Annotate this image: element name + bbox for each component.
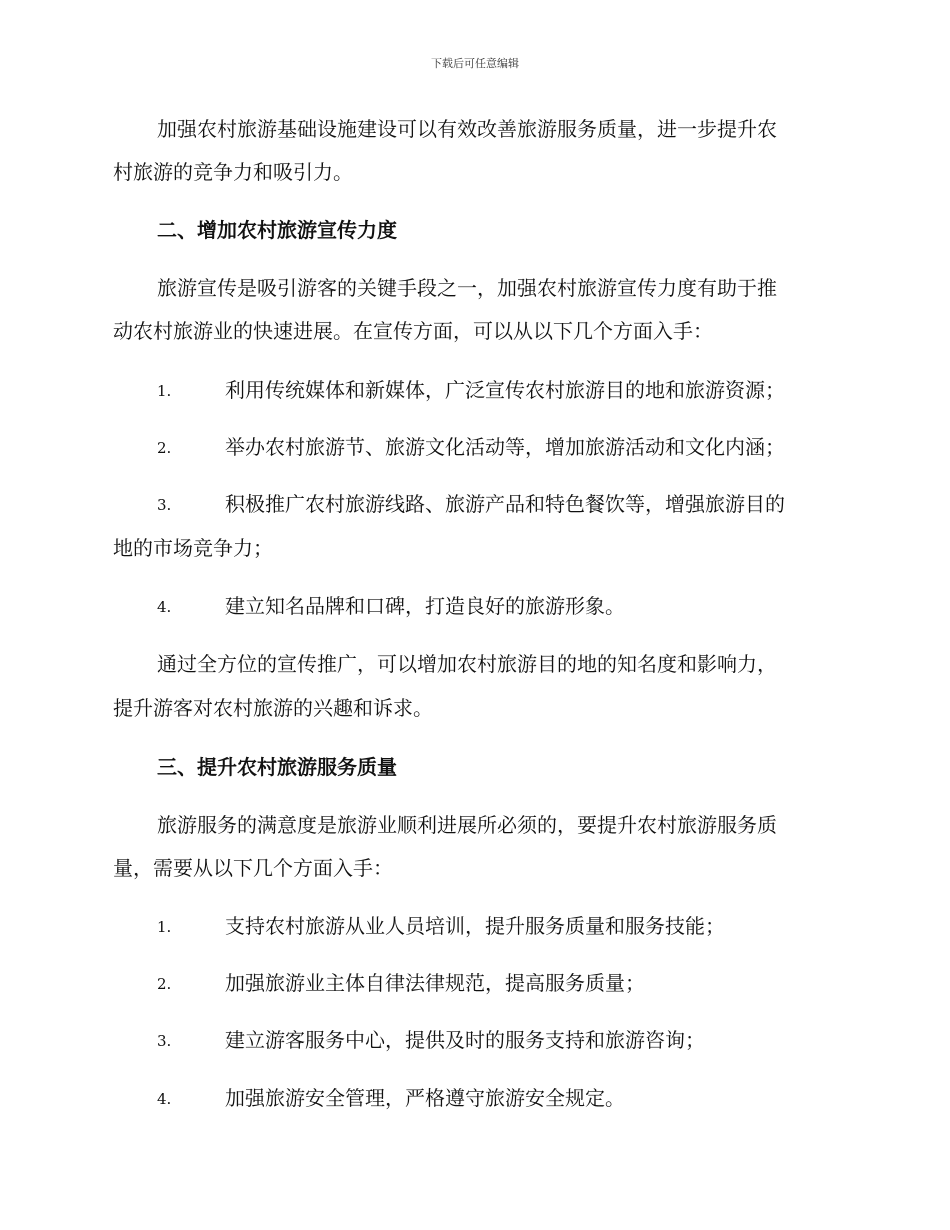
list-item-text: 利用传统媒体和新媒体，广泛宣传农村旅游目的地和旅游资源； — [225, 378, 785, 402]
section-3-para-line-1: 旅游服务的满意度是旅游业顺利进展所必须的，要提升农村旅游服务质 — [157, 813, 777, 837]
section-2-para-line-2: 动农村旅游业的快速进展。在宣传方面，可以从以下几个方面入手： — [113, 319, 713, 343]
list-item-text: 支持农村旅游从业人员培训，提升服务质量和服务技能； — [225, 914, 725, 938]
list-item-text-continued: 地的市场竞争力； — [113, 536, 273, 560]
section-2-closing-line-2: 提升游客对农村旅游的兴趣和诉求。 — [113, 696, 433, 720]
list-item-number: 3. — [157, 496, 172, 514]
list-item-number: 4. — [157, 1090, 172, 1108]
list-item-text: 积极推广农村旅游线路、旅游产品和特色餐饮等，增强旅游目的 — [225, 492, 785, 516]
section-2-para-line-1: 旅游宣传是吸引游客的关键手段之一，加强农村旅游宣传力度有助于推 — [157, 276, 777, 300]
list-item-number: 3. — [157, 1032, 172, 1050]
list-item-number: 4. — [157, 598, 172, 616]
list-item-text: 加强旅游业主体自律法律规范，提高服务质量； — [225, 971, 645, 995]
section-2-heading: 二、增加农村旅游宣传力度 — [157, 218, 397, 242]
section-3-para-line-2: 量，需要从以下几个方面入手： — [113, 856, 393, 880]
intro-line-1: 加强农村旅游基础设施建设可以有效改善旅游服务质量，进一步提升农 — [157, 117, 777, 141]
list-item-text: 建立游客服务中心，提供及时的服务支持和旅游咨询； — [225, 1028, 705, 1052]
list-item-number: 2. — [157, 439, 172, 457]
list-item-text: 举办农村旅游节、旅游文化活动等，增加旅游活动和文化内涵； — [225, 435, 785, 459]
section-2-closing-line-1: 通过全方位的宣传推广，可以增加农村旅游目的地的知名度和影响力， — [157, 652, 777, 676]
list-item-text: 建立知名品牌和口碑，打造良好的旅游形象。 — [225, 594, 625, 618]
section-3-heading: 三、提升农村旅游服务质量 — [157, 755, 397, 779]
list-item-number: 1. — [157, 382, 172, 400]
intro-line-2: 村旅游的竞争力和吸引力。 — [113, 160, 353, 184]
list-item-text: 加强旅游安全管理，严格遵守旅游安全规定。 — [225, 1086, 625, 1110]
list-item-number: 2. — [157, 975, 172, 993]
list-item-number: 1. — [157, 918, 172, 936]
page-header: 下载后可任意编辑 — [431, 57, 519, 70]
